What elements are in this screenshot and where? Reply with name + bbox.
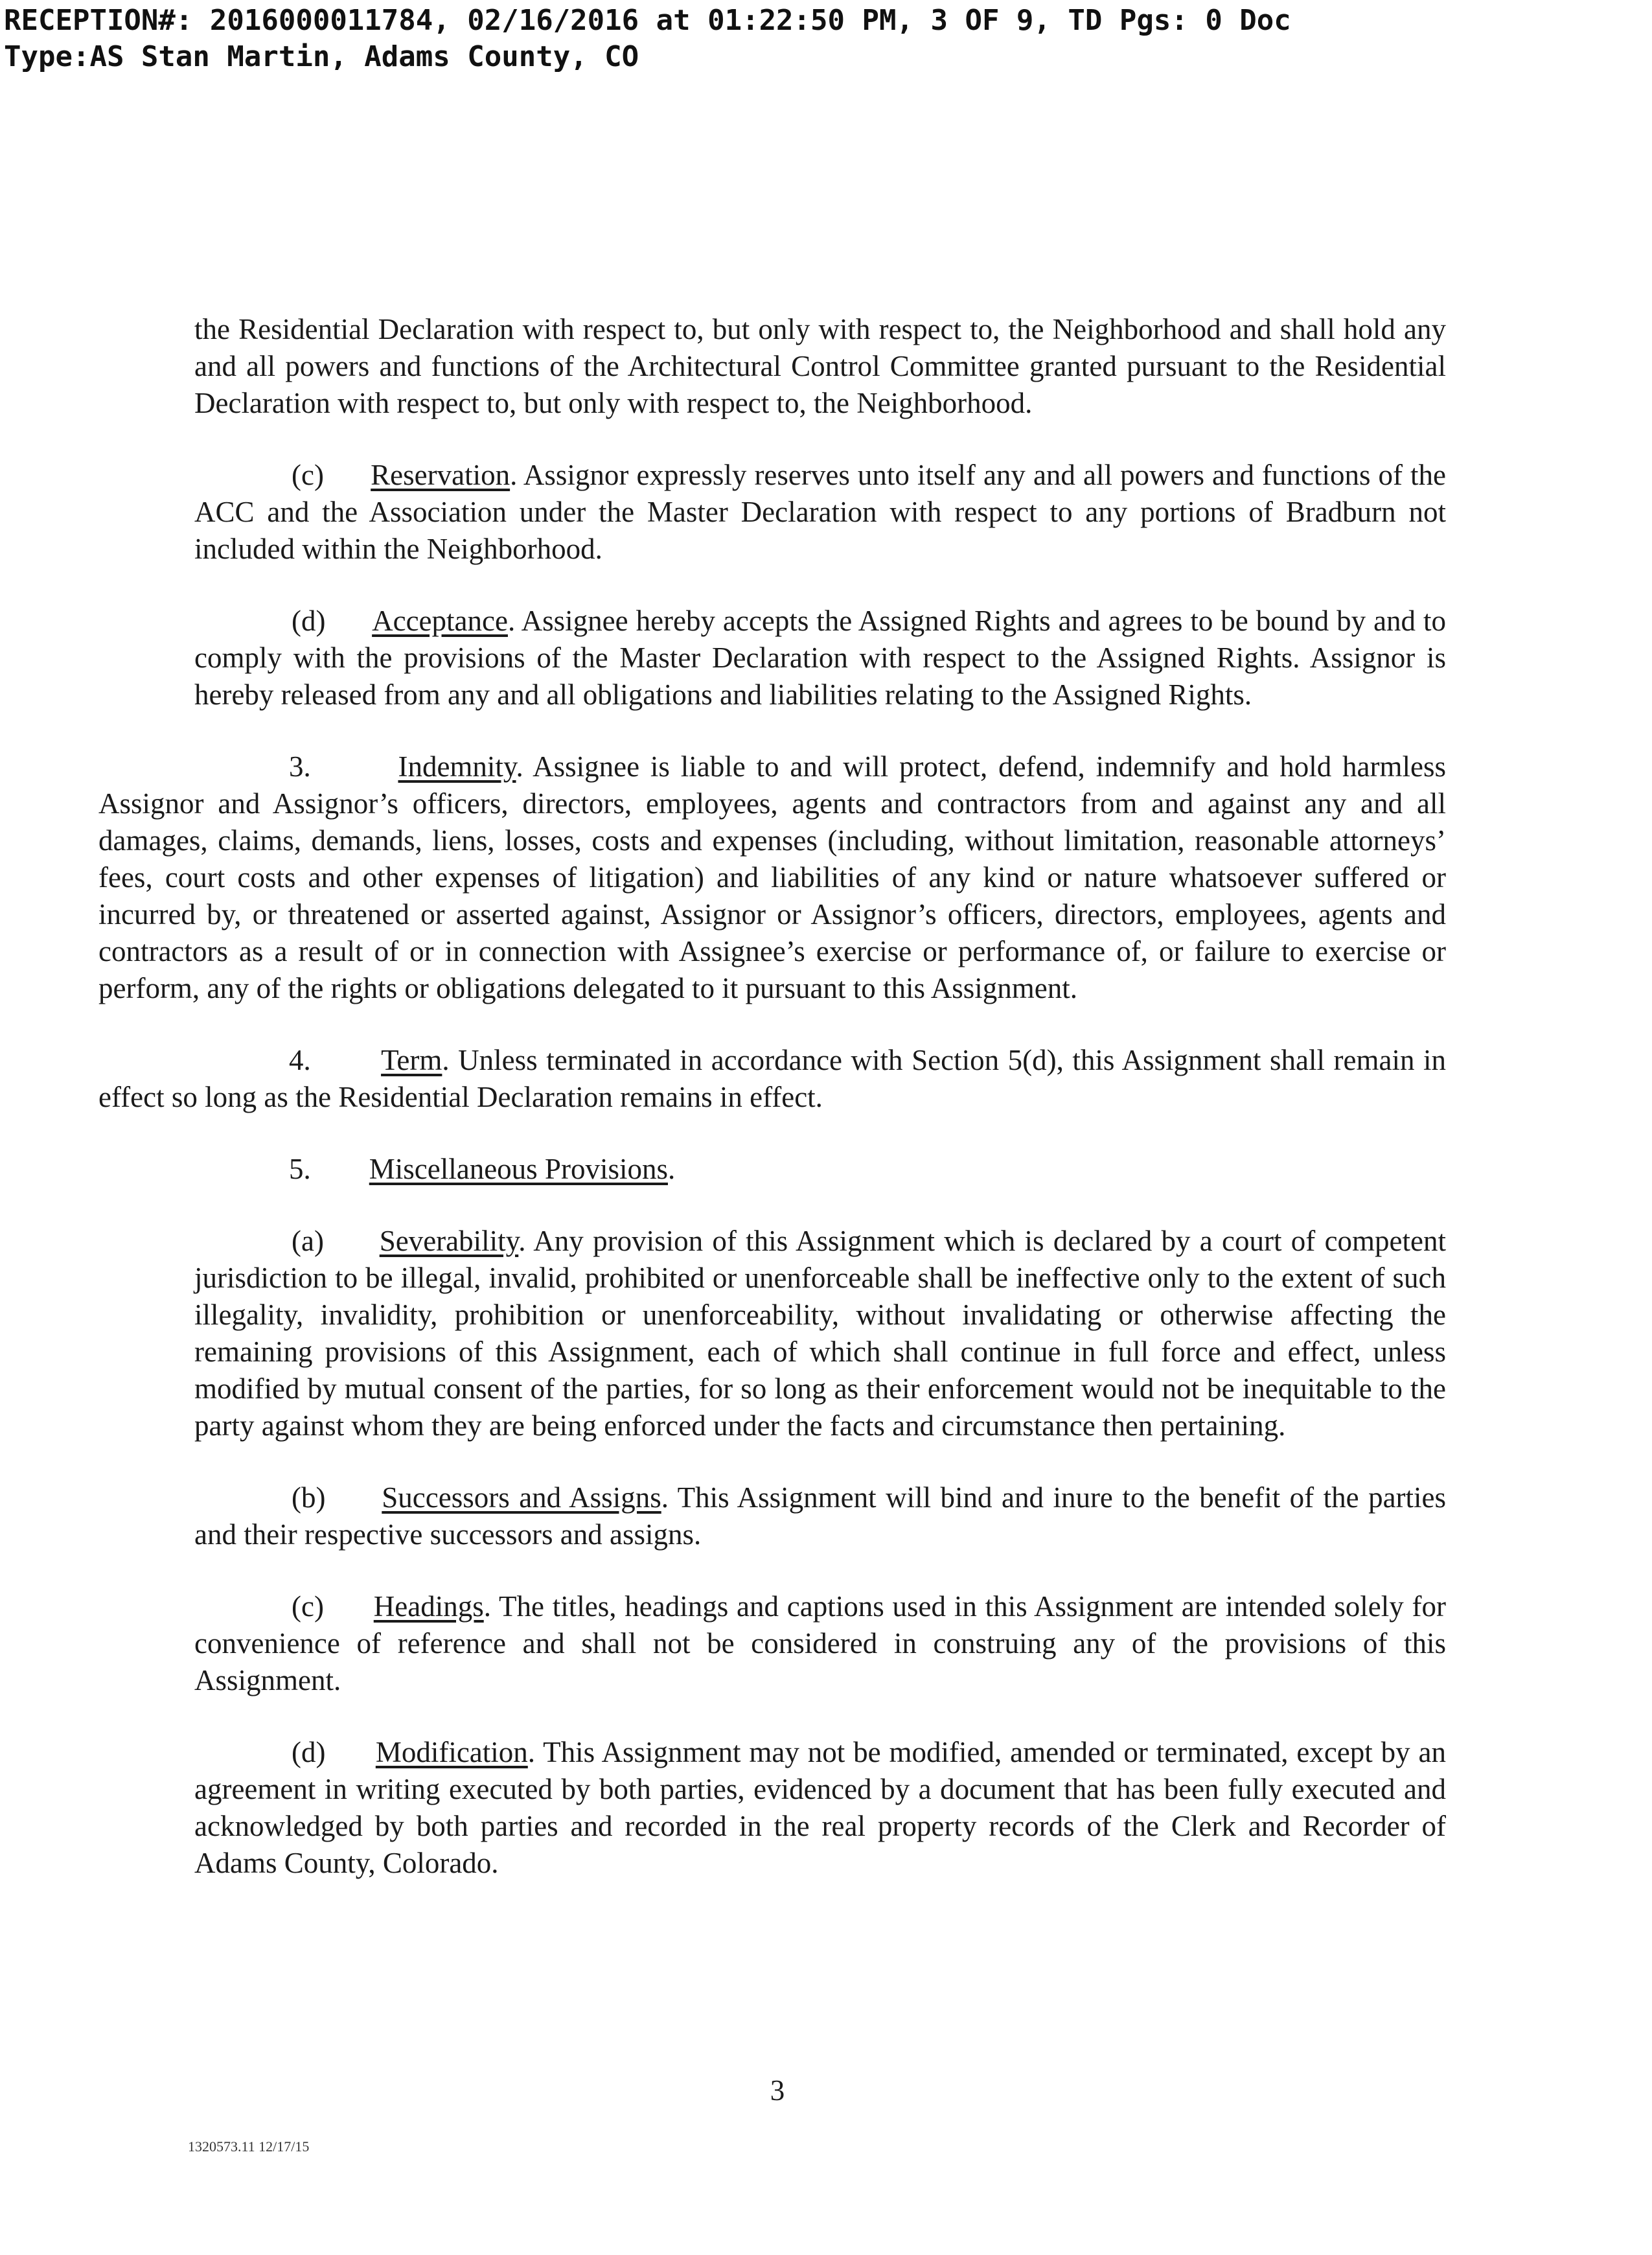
clause-b-successors: [194, 1479, 1446, 1553]
clause-text: . This Assignment will bind and inure to the benefit of the parties and their respective successors and assigns.: [194, 1481, 1447, 1551]
section-number: 3.: [289, 750, 311, 783]
clause-number: (d): [292, 1736, 326, 1768]
recording-stamp: [4, 3, 1636, 75]
page-number: 3: [770, 2074, 785, 2107]
stamp-line-2: Type:AS Stan Martin, Adams County, CO: [4, 40, 639, 73]
section-heading: Indemnity: [398, 750, 516, 783]
stamp-line-1: RECEPTION#: 2016000011784, 02/16/2016 at 01:22:50 PM, 3 OF 9, TD Pgs: 0 Doc: [4, 4, 1291, 37]
section-number: 4.: [289, 1044, 311, 1076]
section-heading: Miscellaneous Provisions: [369, 1153, 668, 1185]
clause-number: (d): [292, 605, 326, 637]
section-4-term: [98, 1042, 1446, 1116]
clause-number: (c): [292, 459, 324, 491]
paragraph-continued: the Residential Declaration with respect to, but only with respect to, the Neighborhood and shall hold any and all powers and functions of the Architectural Control Committee granted pursuant to the Residential Declaration with respect to, but only with respect to, the Neighborhood.: [194, 313, 1446, 419]
section-3-indemnity: [98, 748, 1446, 1007]
clause-d-acceptance: [194, 603, 1446, 713]
clause-heading: Successors and Assigns: [382, 1481, 661, 1514]
clause-text: . Assignee hereby accepts the Assigned Rights and agrees to be bound by and to comply with the provisions of the Master Declaration with respect to the Assigned Rights. Assignor is hereby released from any and all obligations and liabilities relating to the Assigned Rights.: [194, 605, 1446, 711]
clause-a-severability: [194, 1223, 1446, 1444]
clause-number: (c): [292, 1590, 324, 1623]
section-5-heading: [194, 1151, 1446, 1188]
section-heading-period: .: [667, 1153, 676, 1185]
clause-heading: Headings: [373, 1590, 484, 1623]
section-heading: Term: [381, 1044, 442, 1076]
clause-heading: Modification: [375, 1736, 528, 1768]
clause-text: . The titles, headings and captions used in this Assignment are intended solely for convenience of reference and shall not be considered in construing any of the provisions of this Assignment.: [194, 1590, 1446, 1696]
clause-text: . Assignor expressly reserves unto itself any and all powers and functions of the ACC and the Association under the Master Declaration with respect to any portions of Bradburn not included within the Neighborhood.: [194, 459, 1447, 565]
clause-heading: Acceptance: [372, 605, 508, 637]
clause-heading: Severability: [379, 1225, 519, 1257]
clause-number: (a): [292, 1225, 324, 1257]
clause-c-headings: [194, 1588, 1446, 1699]
clause-text: . Any provision of this Assignment which is declared by a court of competent jurisdiction to be illegal, invalid, prohibited or unenforceable shall be ineffective only to the extent of such illegality, invalidity, prohibition or unenforceability, without invalidating or otherwise affecting the remaining provisions of this Assignment, each of which shall continue in full force and effect, unless modified by mutual consent of the parties, for so long as their enforcement would not be inequitable to the party against whom they are being enforced under the facts and circumstance then pertaining.: [194, 1225, 1447, 1442]
section-text: . Assignee is liable to and will protect, defend, indemnify and hold harmless Assignor and Assignor’s officers, directors, employees, agents and contractors from and against any and all damages, claims, demands, liens, losses, costs and expenses (including, without limitation, reasonable attorneys’ fees, court costs and other expenses of litigation) and liabilities of any kind or nature whatsoever suffered or incurred by, or threatened or asserted against, Assignor or Assignor’s officers, directors, employees, agents and contractors as a result of or in connection with Assignee’s exercise or performance of, or failure to exercise or perform, any of the rights or obligations delegated to it pursuant to this Assignment.: [98, 750, 1446, 1004]
clause-text: . This Assignment may not be modified, amended or terminated, except by an agreement in writing executed by both parties, evidenced by a document that has been fully executed and acknowledged by both parties and recorded in the real property records of the Clerk and Recorder of Adams County, Colorado.: [194, 1736, 1447, 1879]
clause-number: (b): [292, 1481, 326, 1514]
section-number: 5.: [289, 1153, 311, 1185]
section-text: . Unless terminated in accordance with Section 5(d), this Assignment shall remain in effect so long as the Residential Declaration remains in effect.: [98, 1044, 1446, 1113]
clause-heading: Reservation: [371, 459, 511, 491]
document-id: 1320573.11 12/17/15: [188, 2138, 310, 2155]
document-body: [98, 311, 1447, 1917]
clause-d-modification: [194, 1734, 1446, 1882]
clause-c-reservation: [194, 457, 1446, 568]
